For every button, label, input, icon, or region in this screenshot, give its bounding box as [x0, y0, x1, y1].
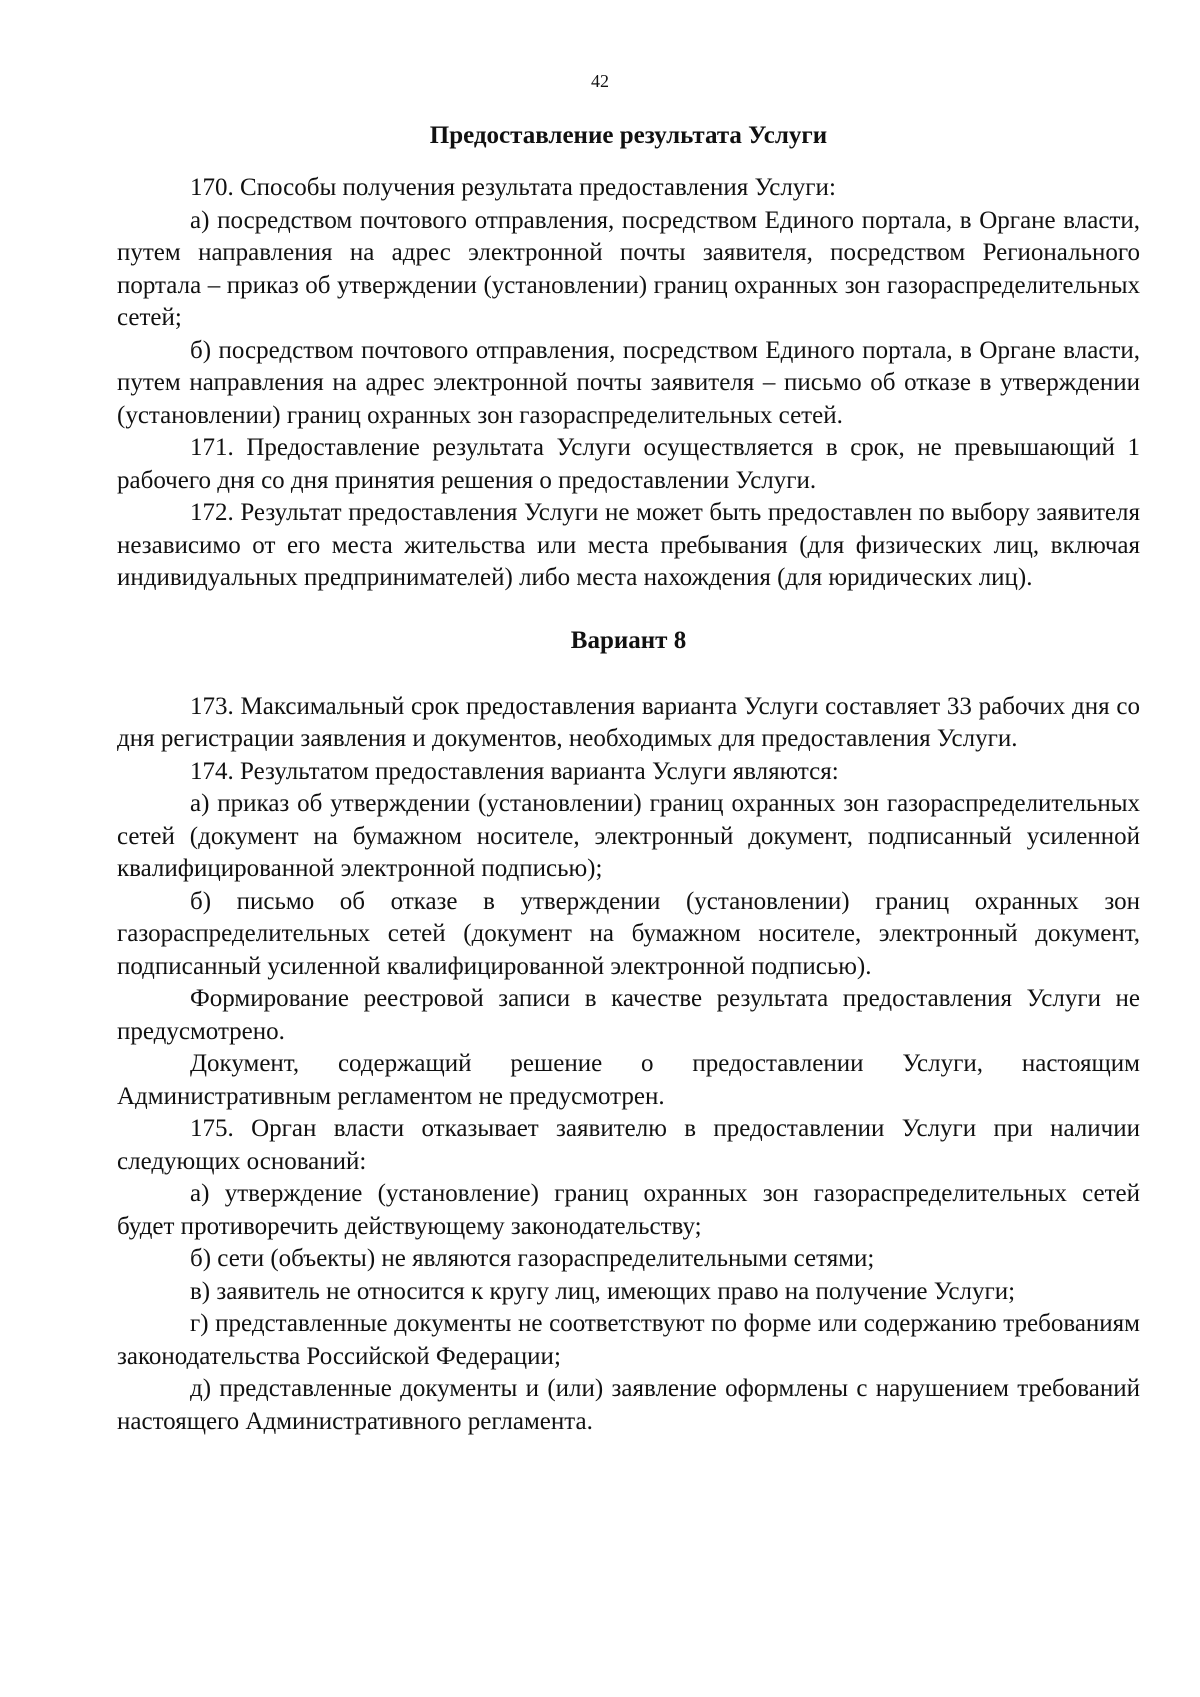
paragraph-174: 174. Результатом предоставления варианта Услуги являются: [190, 757, 839, 785]
page-content [117, 120, 1140, 1438]
paragraph-175-a: а) утверждение (установление) границ охранных зон газораспределительных сетей будет противоречить действующему законодательству; [117, 1180, 1140, 1240]
paragraph-registry: Формирование реестровой записи в качестве результата предоставления Услуги не предусмотрено. [117, 985, 1140, 1045]
section-title-variant-8: Вариант 8 [570, 626, 687, 654]
paragraph-175: 175. Орган власти отказывает заявителю в предоставлении Услуги при наличии следующих оснований: [117, 1115, 1140, 1175]
paragraph-170: 170. Способы получения результата предоставления Услуги: [190, 174, 836, 201]
paragraph-175-g: г) представленные документы не соответствуют по форме или содержанию требованиям законодательства Российской Федерации; [117, 1310, 1140, 1370]
paragraph-175-v: в) заявитель не относится к кругу лиц, имеющих право на получение Услуги; [190, 1277, 1016, 1305]
paragraph-170-a: а) посредством почтового отправления, посредством Единого портала, в Органе власти, путем направления на адрес электронной почты заявителя, посредством Регионального портала – приказ об утверждении (установлении) границ охранных зон газораспределительных сетей; [117, 206, 1140, 331]
paragraph-174-a: а) приказ об утверждении (установлении) границ охранных зон газораспределительных сетей (документ на бумажном носителе, электронный документ, подписанный усиленной квалифицированной электронной подписью); [117, 790, 1140, 882]
paragraph-170-b: б) посредством почтового отправления, посредством Единого портала, в Органе власти, путем направления на адрес электронной почты заявителя – письмо об отказе в утверждении (установлении) границ охранных зон газораспределительных сетей. [117, 336, 1140, 429]
paragraph-171: 171. Предоставление результата Услуги осуществляется в срок, не превышающий 1 рабочего дня со дня принятия решения о предоставлении Услуги. [117, 434, 1140, 494]
paragraph-175-d: д) представленные документы и (или) заявление оформлены с нарушением требований настоящего Административного регламента. [117, 1375, 1140, 1435]
page-number: 42 [591, 71, 609, 91]
paragraph-decision-document: Документ, содержащий решение о предоставлении Услуги, настоящим Административным регламентом не предусмотрен. [117, 1050, 1140, 1110]
paragraph-172: 172. Результат предоставления Услуги не может быть предоставлен по выбору заявителя независимо от его места жительства или места пребывания (для физических лиц, включая индивидуальных предпринимателей) либо места нахождения (для юридических лиц). [117, 499, 1140, 591]
section-title-result: Предоставление результата Услуги [429, 122, 828, 149]
paragraph-173: 173. Максимальный срок предоставления варианта Услуги составляет 33 рабочих дня со дня регистрации заявления и документов, необходимых для предоставления Услуги. [117, 692, 1140, 752]
paragraph-174-b: б) письмо об отказе в утверждении (установлении) границ охранных зон газораспределительных сетей (документ на бумажном носителе, электронный документ, подписанный усиленной квалифицированной электронной подписью). [117, 887, 1140, 980]
paragraph-175-b: б) сети (объекты) не являются газораспределительными сетями; [190, 1245, 875, 1272]
